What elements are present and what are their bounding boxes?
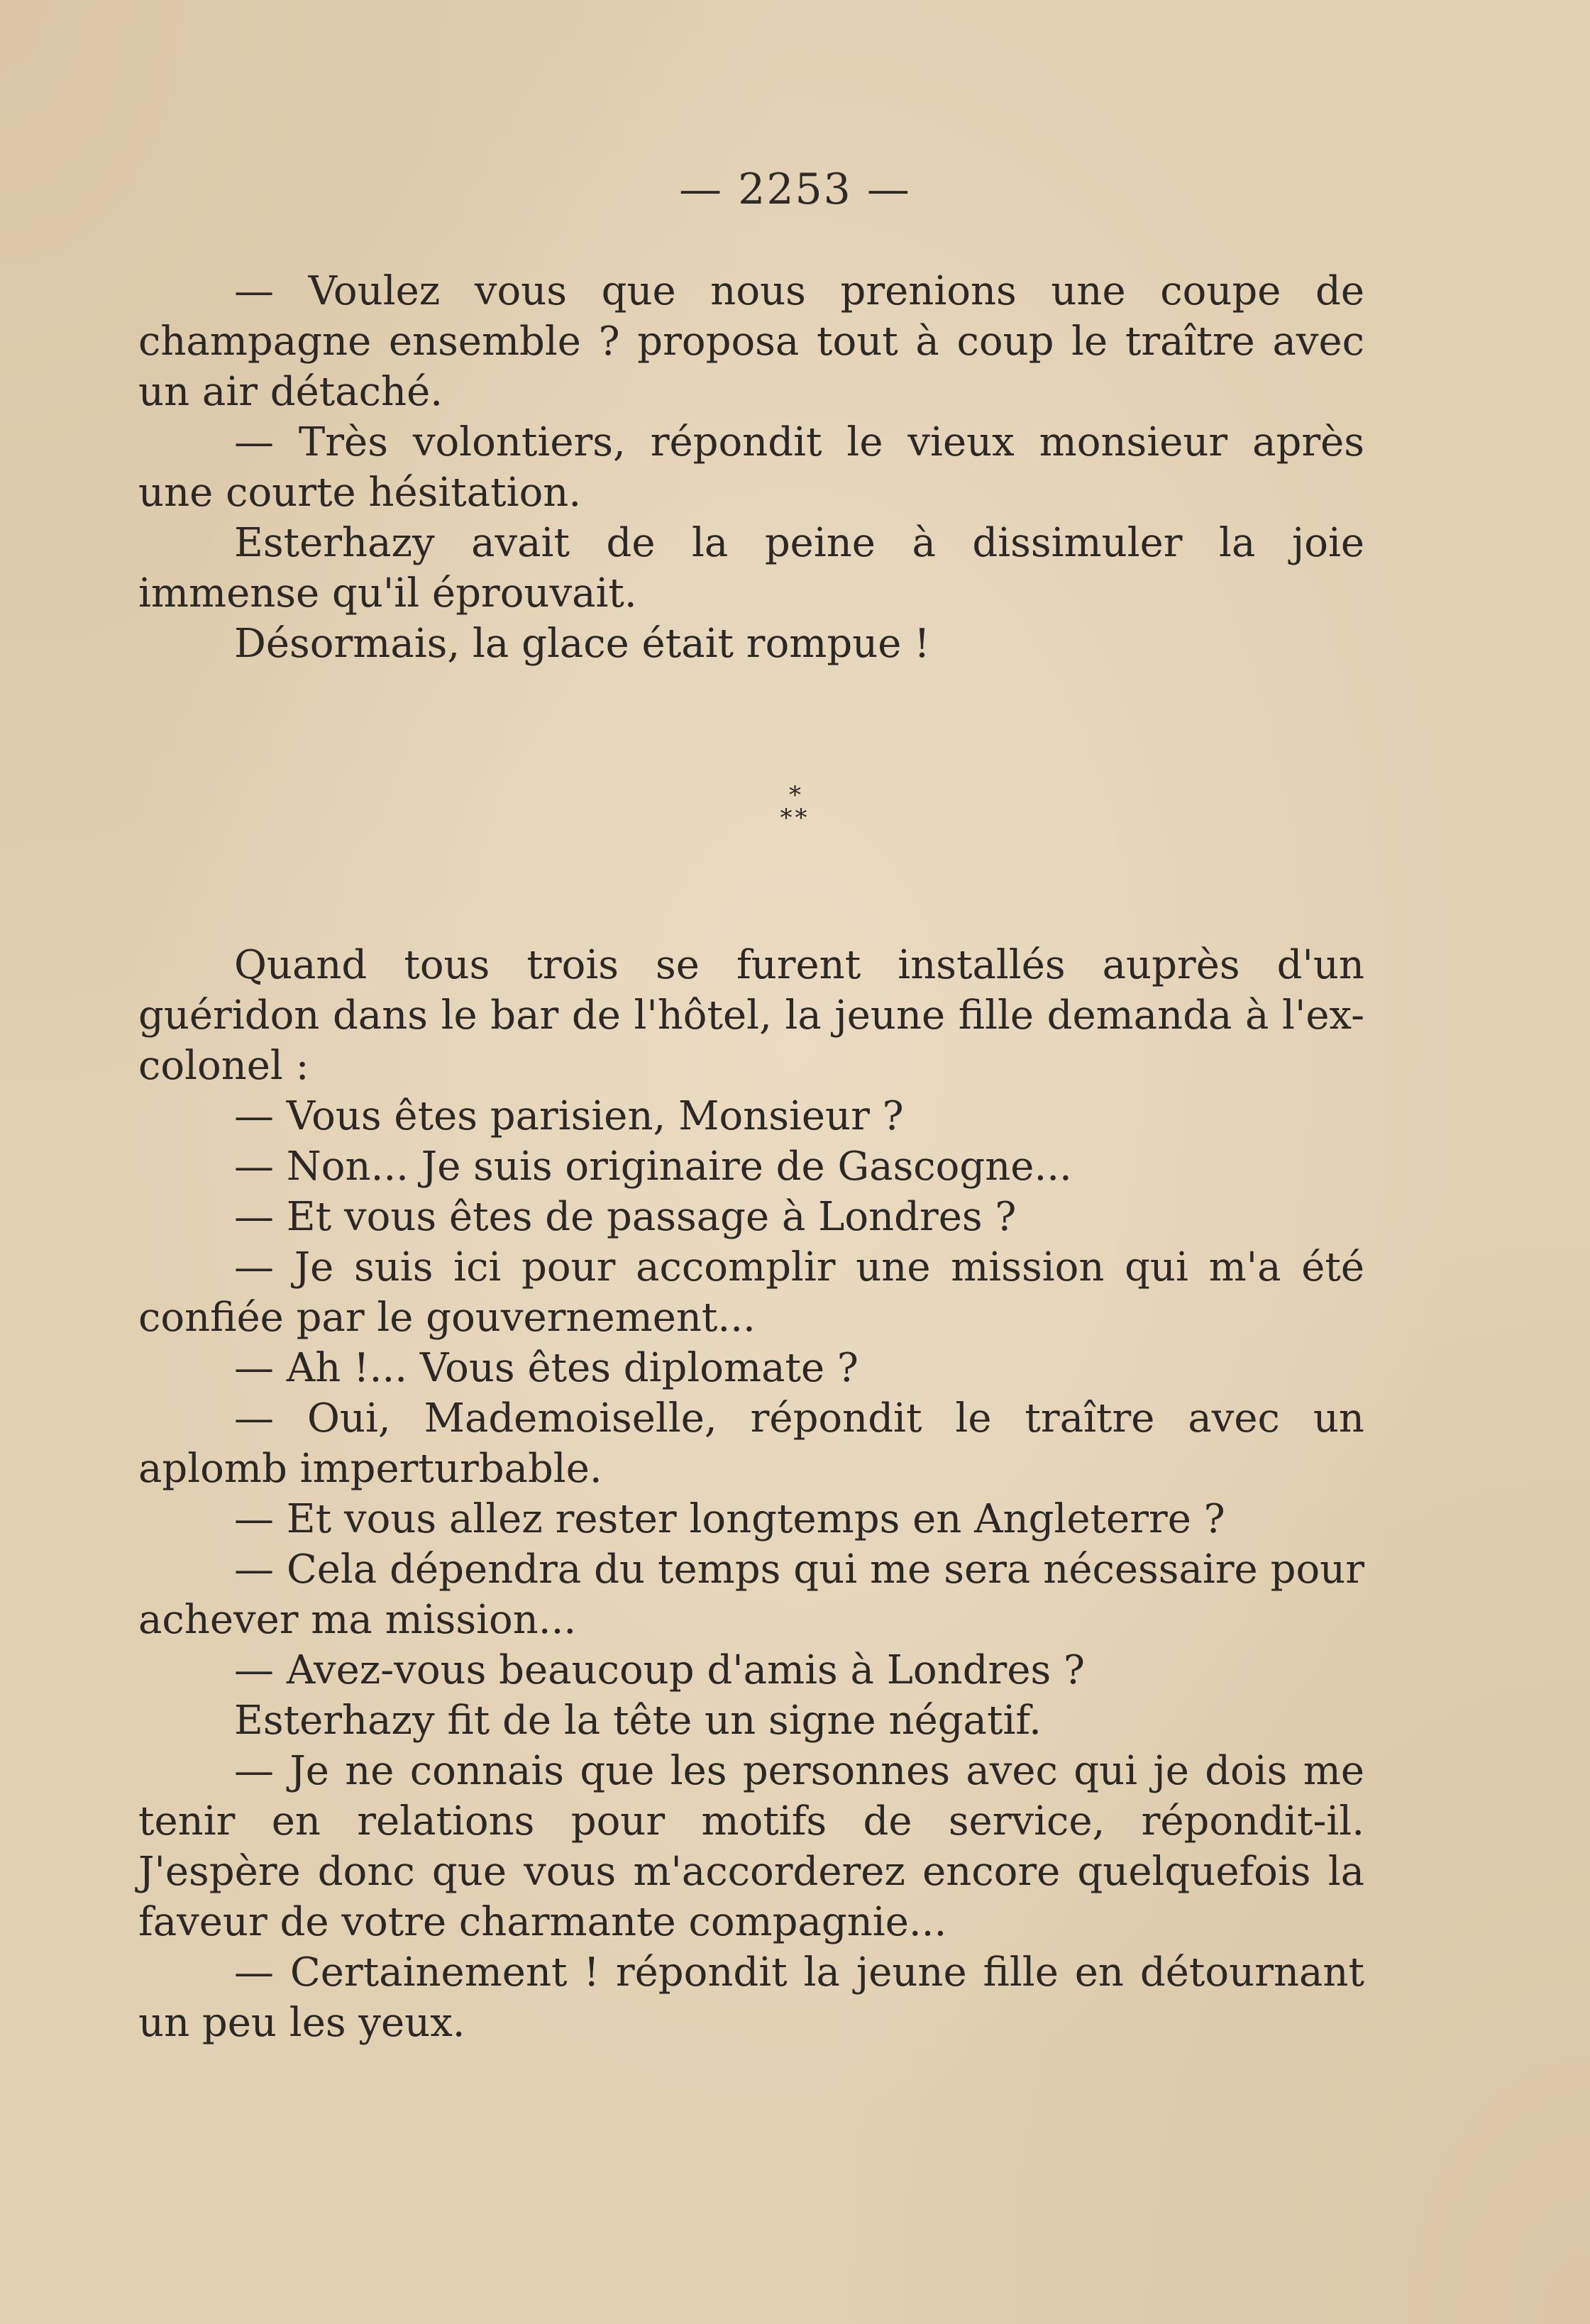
page-number: — 2253 — <box>679 165 911 214</box>
paragraph: Esterhazy fit de la tête un signe négatif. <box>234 1698 1042 1744</box>
paragraph: — Oui, Mademoiselle, répondit le traître avec un aplomb imperturbable. <box>138 1395 1364 1492</box>
section-separator-asterism <box>0 781 1590 832</box>
paragraph: Esterhazy avait de la peine à dissimuler la joie immense qu'il éprouvait. <box>138 520 1364 616</box>
text-section-2 <box>138 940 1364 2048</box>
asterism-top: * <box>789 781 801 809</box>
text-section-1 <box>138 266 1364 669</box>
paragraph: — Cela dépendra du temps qui me sera nécessaire pour achever ma mission... <box>138 1546 1364 1643</box>
asterism-bottom: ** <box>780 804 810 832</box>
paragraph: — Et vous allez rester longtemps en Angleterre ? <box>234 1496 1225 1542</box>
paragraph: — Non... Je suis originaire de Gascogne... <box>234 1144 1072 1190</box>
paragraph: — Ah !... Vous êtes diplomate ? <box>234 1345 859 1391</box>
paragraph: — Très volontiers, répondit le vieux monsieur après une courte hésitation. <box>138 419 1364 516</box>
paragraph: — Et vous êtes de passage à Londres ? <box>234 1194 1017 1240</box>
paragraph: — Vous êtes parisien, Monsieur ? <box>234 1093 904 1139</box>
paragraph: — Je ne connais que les personnes avec qui je dois me tenir en relations pour motifs de service, répondit-il. J'espère donc que vous m'accorderez encore quelquefois la faveur de votre charmante compagnie... <box>138 1748 1364 1945</box>
paragraph: — Avez-vous beaucoup d'amis à Londres ? <box>234 1647 1086 1693</box>
paragraph: — Certainement ! répondit la jeune fille en détournant un peu les yeux. <box>138 1949 1364 2046</box>
paragraph: Quand tous trois se furent installés auprès d'un guéridon dans le bar de l'hôtel, la jeune fille demanda à l'ex-colonel : <box>138 942 1364 1089</box>
paragraph: Désormais, la glace était rompue ! <box>234 621 930 667</box>
paragraph: — Je suis ici pour accomplir une mission qui m'a été confiée par le gouvernement... <box>138 1244 1364 1341</box>
paragraph: — Voulez vous que nous prenions une coupe de champagne ensemble ? proposa tout à coup le traître avec un air détaché. <box>138 268 1364 415</box>
